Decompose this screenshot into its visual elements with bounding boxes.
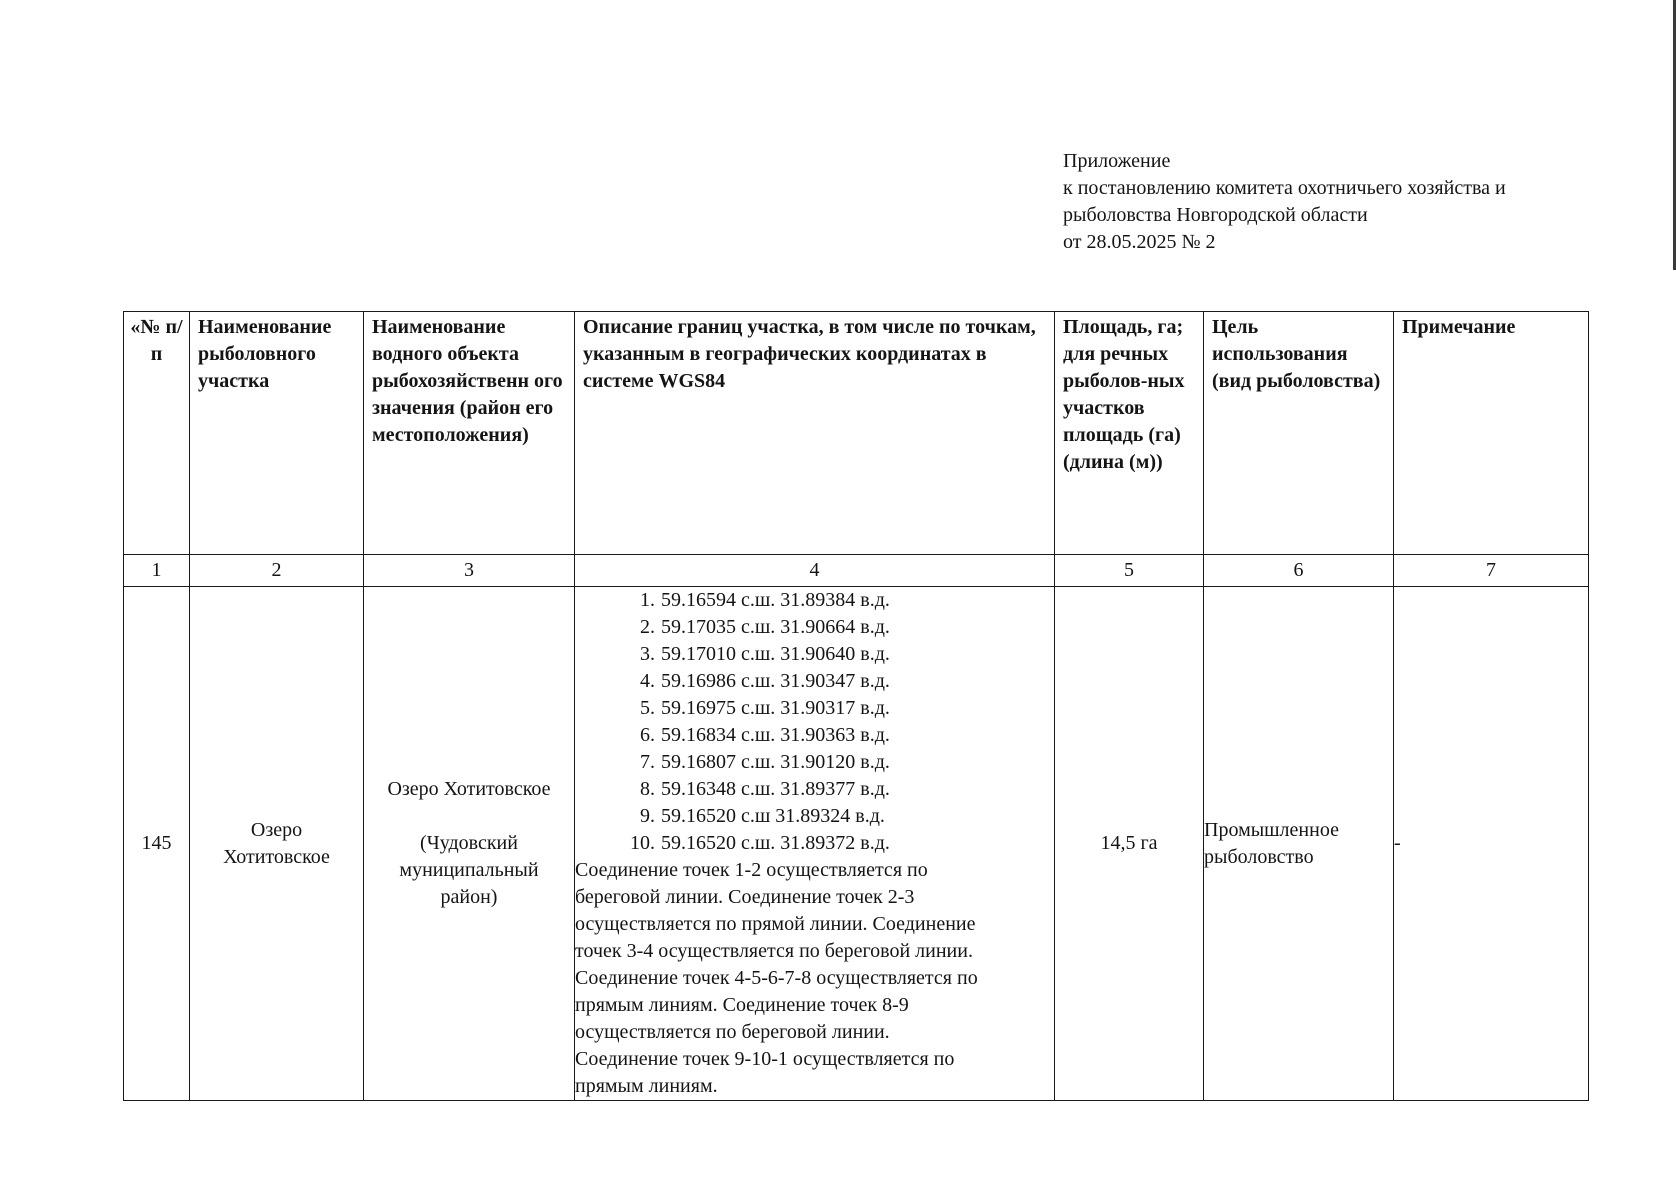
column-number-row bbox=[124, 555, 1589, 587]
header-line-1: Приложение bbox=[1063, 150, 1171, 172]
coordinate-point: 4. 59.16986 с.ш. 31.90347 в.д. bbox=[640, 670, 890, 692]
column-header-number: «№ п/п bbox=[124, 312, 190, 555]
coordinate-point: 2. 59.17035 с.ш. 31.90664 в.д. bbox=[640, 616, 890, 638]
coordinate-point: 10. 59.16520 с.ш. 31.89372 в.д. bbox=[630, 832, 890, 854]
table-header-row bbox=[124, 312, 1589, 555]
column-number: 6 bbox=[1204, 555, 1394, 587]
coordinate-point: 9. 59.16520 с.ш 31.89324 в.д. bbox=[640, 805, 885, 827]
coordinate-point: 5. 59.16975 с.ш. 31.90317 в.д. bbox=[640, 697, 890, 719]
column-number: 3 bbox=[364, 555, 575, 587]
header-line-3: рыболовства Новгородской области bbox=[1063, 204, 1368, 226]
appendix-header bbox=[1063, 148, 1506, 256]
header-line-4: от 28.05.2025 № 2 bbox=[1063, 231, 1216, 253]
column-number: 5 bbox=[1055, 555, 1204, 587]
fishing-areas-table bbox=[123, 311, 1589, 1101]
column-header-water-object: Наименование водного объекта рыбохозяйственн ого значения (район его местоположения) bbox=[364, 312, 575, 555]
column-header-area-name: Наименование рыболовного участка bbox=[190, 312, 364, 555]
table-row bbox=[124, 587, 1589, 1101]
note: - bbox=[1394, 587, 1589, 1101]
area-name-line: Озеро bbox=[250, 818, 303, 841]
header-line-2: к постановлению комитета охотничьего хозяйства и bbox=[1063, 177, 1506, 199]
water-object bbox=[364, 587, 575, 1101]
fishing-area-name bbox=[190, 587, 364, 1101]
column-number: 7 bbox=[1394, 555, 1589, 587]
coordinate-point: 3. 59.17010 с.ш. 31.90640 в.д. bbox=[640, 643, 890, 665]
area-name-line: Хотитовское bbox=[223, 845, 330, 868]
coordinate-point: 6. 59.16834 с.ш. 31.90363 в.д. bbox=[640, 724, 890, 746]
district-line: район) bbox=[440, 886, 498, 908]
column-header-boundaries: Описание границ участка, в том числе по точкам, указанным в географических координатах в системе WGS84 bbox=[575, 312, 1055, 555]
connection-description: Соединение точек 1-2 осуществляется по береговой линии. Соединение точек 2-3 осуществляется по прямой линии. Соединение точек 3-4 осуществляется по береговой линии. Соединение точек 4-5-6-7-8 осуществляется по прямым линиям. Соединение точек 8-9 осуществляется по береговой линии. Соединение точек 9-10-1 осуществляется по прямым линиям. bbox=[575, 859, 978, 1097]
district-line: муниципальный bbox=[399, 859, 539, 881]
column-header-area-size: Площадь, га; для речных рыболов-ных участков площадь (га) (длина (м)) bbox=[1055, 312, 1204, 555]
column-header-note: Примечание bbox=[1394, 312, 1589, 555]
column-header-purpose: Цель использования (вид рыболовства) bbox=[1204, 312, 1394, 555]
coordinate-list bbox=[623, 587, 1054, 857]
column-number: 4 bbox=[575, 555, 1055, 587]
usage-purpose: Промышленное рыболовство bbox=[1204, 587, 1394, 1101]
area-size: 14,5 га bbox=[1055, 587, 1204, 1101]
coordinate-point: 7. 59.16807 с.ш. 31.90120 в.д. bbox=[640, 751, 890, 773]
coordinate-point: 1. 59.16594 с.ш. 31.89384 в.д. bbox=[640, 589, 890, 611]
column-number: 1 bbox=[124, 555, 190, 587]
boundary-description bbox=[575, 587, 1055, 1101]
district-line: (Чудовский bbox=[420, 832, 518, 854]
water-object-name: Озеро Хотитовское bbox=[387, 778, 551, 800]
row-number: 145 bbox=[124, 587, 190, 1101]
coordinate-point: 8. 59.16348 с.ш. 31.89377 в.д. bbox=[640, 778, 890, 800]
column-number: 2 bbox=[190, 555, 364, 587]
